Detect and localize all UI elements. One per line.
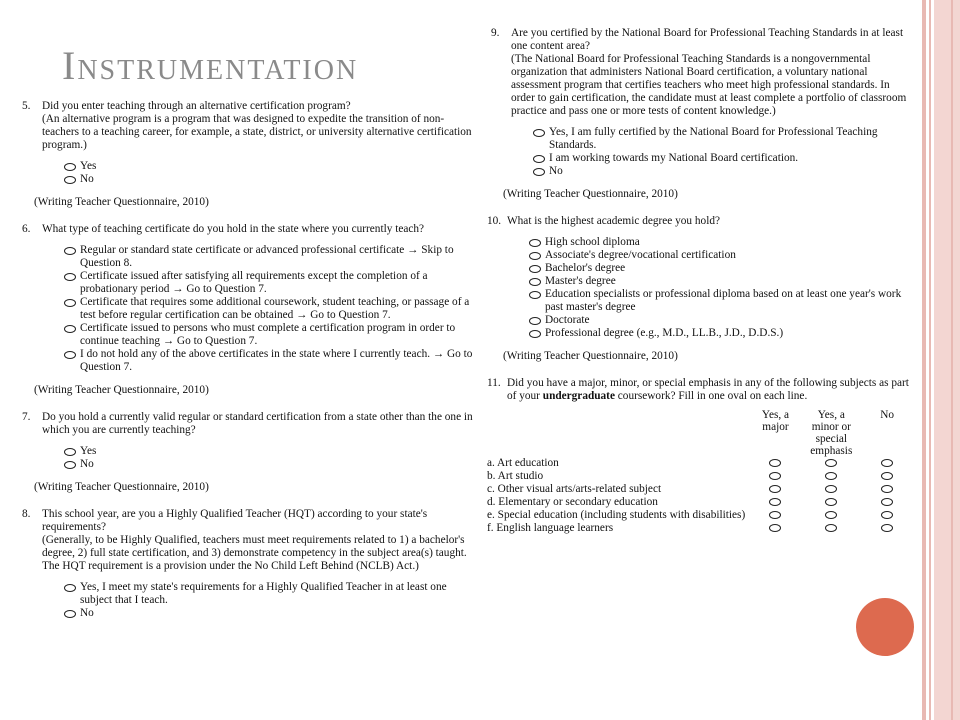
radio-oval[interactable] — [769, 459, 781, 467]
right-questions — [487, 27, 915, 363]
radio-oval[interactable] — [529, 330, 541, 338]
grid-cell — [748, 496, 804, 509]
source-citation: (Writing Teacher Questionnaire, 2010) — [503, 350, 678, 362]
answer-option[interactable] — [533, 126, 915, 152]
accent-circle — [856, 598, 914, 656]
source-citation: (Writing Teacher Questionnaire, 2010) — [503, 188, 678, 200]
radio-oval[interactable] — [769, 498, 781, 506]
answer-option[interactable] — [64, 445, 478, 458]
question-body — [42, 100, 478, 186]
answer-option[interactable] — [64, 244, 478, 270]
answer-option[interactable] — [64, 322, 478, 348]
radio-oval[interactable] — [64, 299, 76, 307]
grid-row-label: a. Art education — [487, 457, 559, 469]
grid-column-header: No — [880, 409, 895, 421]
radio-oval[interactable] — [769, 485, 781, 493]
answer-option[interactable] — [529, 327, 915, 340]
answer-option-label: No — [549, 165, 563, 177]
question-text: Do you hold a currently valid regular or standard certification from a state other than the one in which you are currently teaching? — [42, 411, 473, 436]
grid-row — [487, 496, 915, 509]
spacer — [18, 626, 478, 634]
question-note: (The National Board for Professional Teaching Standards is a nongovernmental organization that administers National Board certification, a voluntary national assessment program that certifies teachers who meet high professional standards. In order to gain certification, the candidate must at least complete a portfolio of classroom practice and pass one or more tests of content knowledge.) — [511, 53, 907, 117]
question-body — [42, 411, 478, 471]
question-text: Did you enter teaching through an alternative certification program? — [42, 100, 351, 112]
grid-row — [487, 483, 915, 496]
radio-oval[interactable] — [825, 485, 837, 493]
answer-option-label: Yes, I am fully certified by the National Board for Professional Teaching Standards. — [549, 126, 878, 151]
grid-row — [487, 457, 915, 470]
answer-option-label: Certificate issued after satisfying all requirements except the completion of a probationary period → Go to Question 7. — [80, 270, 428, 295]
answer-option[interactable] — [533, 165, 915, 178]
radio-oval[interactable] — [533, 155, 545, 163]
answer-option[interactable] — [529, 314, 915, 327]
answer-option[interactable] — [64, 581, 478, 607]
slide-title: Instrumentation — [62, 43, 359, 88]
grid-row-label: f. English language learners — [487, 522, 614, 534]
question-number: 9. — [491, 27, 500, 39]
answer-option-label: Yes — [80, 160, 97, 172]
question — [487, 27, 915, 178]
question-text-part: Did you have a major, minor, or special emphasis in any of the following subjects as part of your — [507, 377, 909, 402]
answer-option[interactable] — [64, 607, 478, 620]
grid-cell — [803, 496, 859, 509]
question-body — [507, 215, 915, 340]
question-number: 6. — [22, 223, 31, 235]
radio-oval[interactable] — [64, 584, 76, 592]
radio-oval[interactable] — [529, 291, 541, 299]
grid-cell — [859, 496, 915, 509]
answer-options — [64, 581, 478, 620]
source-citation: (Writing Teacher Questionnaire, 2010) — [34, 384, 209, 396]
grid-row-label: e. Special education (including students with disabilities) — [487, 509, 746, 521]
grid-corner — [487, 409, 748, 457]
radio-oval[interactable] — [64, 610, 76, 618]
radio-oval[interactable] — [881, 524, 893, 532]
answer-option-label: Regular or standard state certificate or advanced professional certificate → Skip to Question 8. — [80, 244, 454, 269]
question-number: 7. — [22, 411, 31, 423]
question-body — [511, 27, 915, 178]
radio-oval[interactable] — [769, 524, 781, 532]
question-number: 5. — [22, 100, 31, 112]
question-11 — [487, 377, 915, 403]
radio-oval[interactable] — [533, 168, 545, 176]
answer-option-label: Yes, I meet my state's requirements for a Highly Qualified Teacher in at least one subject that I teach. — [80, 581, 447, 606]
answer-option[interactable] — [529, 236, 915, 249]
question — [487, 215, 915, 340]
answer-option[interactable] — [64, 458, 478, 471]
answer-option-label: Certificate issued to persons who must complete a certification program in order to continue teaching → Go to Question 7. — [80, 322, 456, 347]
grid-row-label: b. Art studio — [487, 470, 544, 482]
answer-option[interactable] — [529, 249, 915, 262]
grid-cell — [803, 457, 859, 470]
radio-oval[interactable] — [64, 325, 76, 333]
answer-option-label: Bachelor's degree — [545, 262, 626, 274]
grid-header — [487, 409, 915, 457]
radio-oval[interactable] — [529, 317, 541, 325]
question-note: (Generally, to be Highly Qualified, teachers must meet requirements related to 1) a bachelor's degree, 2) full state certification, and 3) demonstrate competency in the subject area(s) taught. The HQT requirement is a provision under the No Child Left Behind (NCLB) Act.) — [42, 534, 467, 572]
grid-row — [487, 509, 915, 522]
radio-oval[interactable] — [529, 239, 541, 247]
answer-option-label: No — [80, 173, 94, 185]
question-number: 11. — [487, 377, 501, 389]
answer-options — [64, 445, 478, 471]
radio-oval[interactable] — [825, 459, 837, 467]
radio-oval[interactable] — [881, 511, 893, 519]
question — [18, 508, 478, 620]
question-body — [42, 223, 478, 374]
radio-oval[interactable] — [825, 498, 837, 506]
radio-oval[interactable] — [533, 129, 545, 137]
radio-oval[interactable] — [529, 278, 541, 286]
answer-option-label: Certificate that requires some additional coursework, student teaching, or passage of a test before regular certification can be obtained → Go to Question 7. — [80, 296, 470, 321]
grid-row — [487, 522, 915, 535]
grid-row-label: d. Elementary or secondary education — [487, 496, 658, 508]
answer-option-label: Education specialists or professional diploma based on at least one year's work past master's degree — [545, 288, 902, 313]
question-text: What type of teaching certificate do you hold in the state where you currently teach? — [42, 223, 425, 235]
answer-options — [64, 160, 478, 186]
decor-stripe — [934, 0, 960, 720]
radio-oval[interactable] — [64, 448, 76, 456]
radio-oval[interactable] — [881, 459, 893, 467]
answer-option-label: Doctorate — [545, 314, 590, 326]
radio-oval[interactable] — [769, 511, 781, 519]
answer-option-label: No — [80, 607, 94, 619]
question — [18, 411, 478, 471]
question-number: 8. — [22, 508, 31, 520]
source-citation: (Writing Teacher Questionnaire, 2010) — [34, 196, 209, 208]
radio-oval[interactable] — [529, 265, 541, 273]
answer-option[interactable] — [529, 275, 915, 288]
radio-oval[interactable] — [64, 351, 76, 359]
grid-cell — [748, 457, 804, 470]
radio-oval[interactable] — [881, 485, 893, 493]
question — [18, 223, 478, 374]
answer-option-label: I am working towards my National Board certification. — [549, 152, 799, 164]
grid-cell — [859, 522, 915, 535]
answer-option[interactable] — [64, 348, 478, 374]
source-citation: (Writing Teacher Questionnaire, 2010) — [34, 481, 209, 493]
question-number: 10. — [487, 215, 502, 227]
radio-oval[interactable] — [64, 273, 76, 281]
answer-option-label: High school diploma — [545, 236, 640, 248]
grid-cell — [803, 470, 859, 483]
decor-stripe — [951, 0, 953, 720]
radio-oval[interactable] — [825, 511, 837, 519]
grid-cell — [859, 483, 915, 496]
radio-oval[interactable] — [881, 472, 893, 480]
answer-option-label: Associate's degree/vocational certification — [545, 249, 736, 261]
answer-option[interactable] — [64, 296, 478, 322]
grid-cell — [803, 522, 859, 535]
grid-cell — [748, 522, 804, 535]
answer-option-label: Master's degree — [545, 275, 616, 287]
question-note: (An alternative program is a program that was designed to expedite the transition of non-teachers to a teaching career, for example, a state, district, or university alternative certification program.) — [42, 113, 472, 151]
right-column — [487, 27, 915, 535]
answer-option[interactable] — [529, 288, 915, 314]
radio-oval[interactable] — [64, 247, 76, 255]
radio-oval[interactable] — [64, 461, 76, 469]
answer-option-label: No — [80, 458, 94, 470]
grid-cell — [859, 509, 915, 522]
grid-row — [487, 470, 915, 483]
question-text: This school year, are you a Highly Qualified Teacher (HQT) according to your state's requirements? — [42, 508, 428, 533]
radio-oval[interactable] — [64, 176, 76, 184]
subjects-grid — [487, 409, 915, 535]
answer-option-label: Yes — [80, 445, 97, 457]
grid-cell — [859, 457, 915, 470]
answer-option[interactable] — [64, 160, 478, 173]
grid-column-header: Yes, a major — [761, 409, 790, 433]
grid-cell — [859, 470, 915, 483]
radio-oval[interactable] — [825, 524, 837, 532]
radio-oval[interactable] — [529, 252, 541, 260]
grid-cell — [803, 509, 859, 522]
answer-option[interactable] — [64, 173, 478, 186]
question — [18, 100, 478, 186]
answer-option[interactable] — [529, 262, 915, 275]
answer-option[interactable] — [533, 152, 915, 165]
radio-oval[interactable] — [825, 472, 837, 480]
grid-column-header: Yes, a minor or special emphasis — [810, 409, 853, 457]
question-body — [42, 508, 478, 620]
radio-oval[interactable] — [769, 472, 781, 480]
radio-oval[interactable] — [64, 163, 76, 171]
question-text — [507, 377, 915, 403]
answer-options — [529, 236, 915, 340]
grid-row-label: c. Other visual arts/arts-related subject — [487, 483, 662, 495]
answer-option-label: I do not hold any of the above certificates in the state where I currently teach. → Go to Question 7. — [80, 348, 473, 373]
grid-cell — [748, 483, 804, 496]
answer-options — [64, 244, 478, 374]
question-text: Are you certified by the National Board for Professional Teaching Standards in at least one content area? — [511, 27, 904, 52]
answer-options — [533, 126, 915, 178]
question-text-part: coursework? Fill in one oval on each line. — [614, 390, 808, 402]
grid-cell — [803, 483, 859, 496]
left-column — [18, 100, 478, 634]
question-text-emphasis: undergraduate — [542, 390, 615, 402]
decor-stripe — [922, 0, 926, 720]
question-body — [507, 377, 915, 403]
radio-oval[interactable] — [881, 498, 893, 506]
answer-option-label: Professional degree (e.g., M.D., LL.B., J.D., D.D.S.) — [545, 327, 784, 339]
question-text: What is the highest academic degree you hold? — [507, 215, 720, 227]
grid-cell — [748, 470, 804, 483]
answer-option[interactable] — [64, 270, 478, 296]
decor-stripe — [929, 0, 931, 720]
grid-cell — [748, 509, 804, 522]
